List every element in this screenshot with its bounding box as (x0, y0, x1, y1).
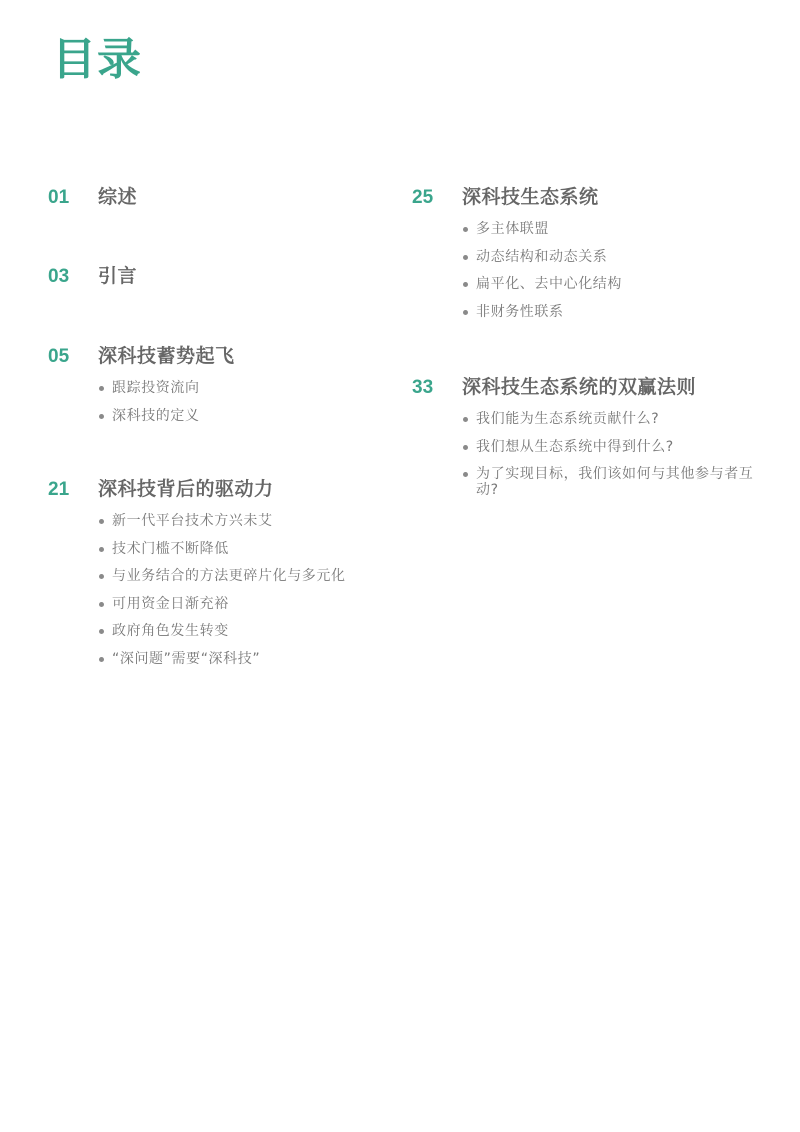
subsection-item[interactable]: 扁平化、去中心化结构 (462, 276, 757, 292)
page-number: 03 (48, 266, 70, 287)
subsection-item[interactable]: 为了实现目标，我们该如何与其他参与者互动? (462, 466, 757, 498)
section-title: 深科技生态系统 (462, 186, 599, 208)
subsection-item[interactable]: 多主体联盟 (462, 221, 757, 237)
toc-section-heading (48, 182, 378, 209)
subsection-list (412, 411, 757, 498)
subsection-item[interactable]: 深科技的定义 (98, 408, 378, 424)
toc-section[interactable] (48, 182, 378, 261)
page-number: 01 (48, 187, 70, 208)
subsection-item[interactable]: 我们想从生态系统中得到什么? (462, 439, 757, 455)
subsection-list (412, 221, 757, 320)
toc-section[interactable] (412, 182, 757, 372)
subsection-item[interactable]: 技术门槛不断降低 (98, 541, 378, 557)
subsection-list (48, 513, 378, 667)
toc-section[interactable] (48, 341, 378, 474)
subsection-item[interactable]: 非财务性联系 (462, 304, 757, 320)
toc-section[interactable] (48, 474, 378, 667)
subsection-item[interactable]: 动态结构和动态关系 (462, 249, 757, 265)
toc-section[interactable] (412, 372, 757, 498)
toc-section-heading (412, 182, 757, 209)
page-number: 33 (412, 377, 434, 398)
subsection-list (48, 380, 378, 424)
toc-section-heading (48, 474, 378, 501)
section-title: 综述 (98, 186, 138, 208)
subsection-item[interactable]: 新一代平台技术方兴未艾 (98, 513, 378, 529)
page-number: 21 (48, 479, 70, 500)
section-title: 深科技背后的驱动力 (98, 478, 274, 500)
subsection-item[interactable]: 可用资金日渐充裕 (98, 596, 378, 612)
section-title: 深科技蓄势起飞 (98, 345, 235, 367)
page-number: 05 (48, 346, 70, 367)
subsection-item[interactable]: 政府角色发生转变 (98, 623, 378, 639)
page-title: 目录 (52, 34, 142, 85)
section-title: 引言 (98, 265, 138, 287)
toc-section-heading (412, 372, 757, 399)
toc-right-column (412, 182, 757, 510)
subsection-item[interactable]: 我们能为生态系统贡献什么? (462, 411, 757, 427)
subsection-item[interactable]: “深问题”需要“深科技” (98, 651, 378, 667)
section-title: 深科技生态系统的双赢法则 (462, 376, 697, 398)
subsection-item[interactable]: 与业务结合的方法更碎片化与多元化 (98, 568, 378, 584)
toc-section-heading (48, 261, 378, 288)
toc-left-column (48, 182, 378, 678)
subsection-item[interactable]: 跟踪投资流向 (98, 380, 378, 396)
toc-section[interactable] (48, 261, 378, 341)
page-number: 25 (412, 187, 434, 208)
toc-section-heading (48, 341, 378, 368)
